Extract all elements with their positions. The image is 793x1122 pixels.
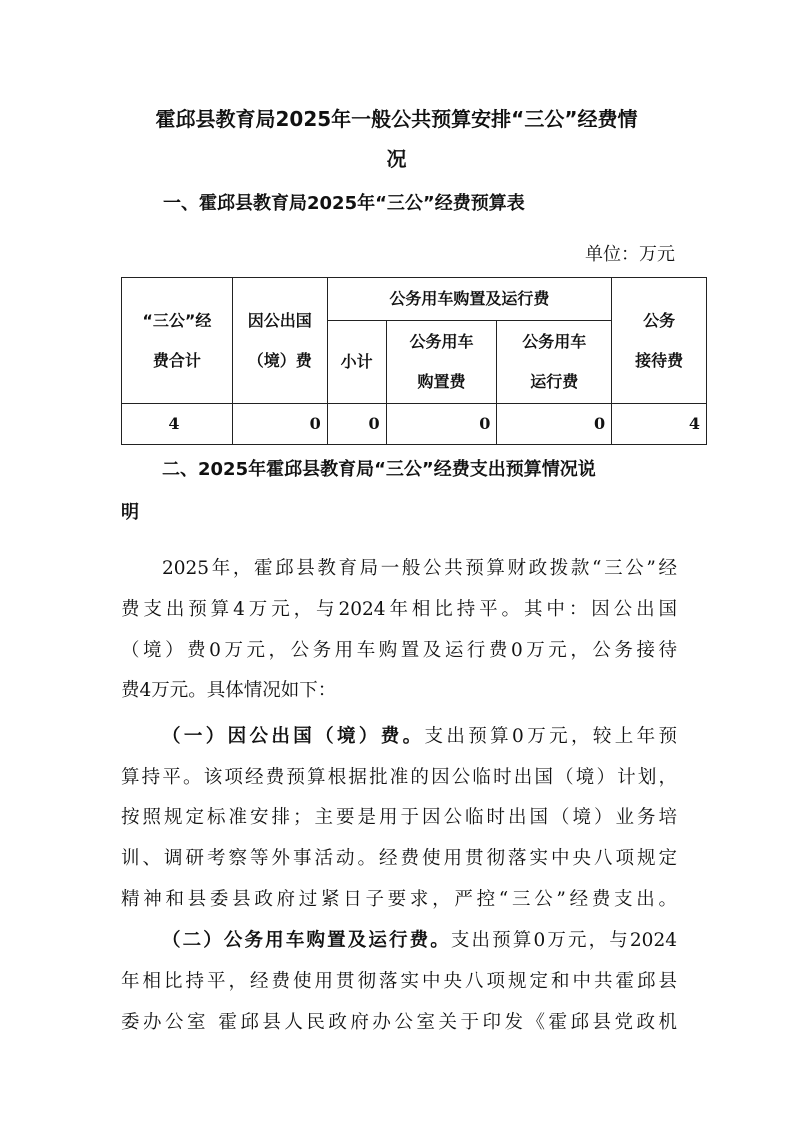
document-title-line1: 霍邱县教育局2025年一般公共预算安排“三公”经费情 bbox=[155, 107, 638, 131]
intro-line: 2025年，霍邱县教育局一般公共预算财政拨款“三公”经 bbox=[162, 558, 677, 579]
section2-heading-line1: 二、2025年霍邱县教育局“三公”经费支出预算情况说 bbox=[162, 459, 596, 480]
table-row bbox=[122, 404, 707, 445]
header-subtotal: 小计 bbox=[327, 321, 386, 404]
budget-table bbox=[121, 277, 707, 445]
header-reception: 公务 接待费 bbox=[612, 278, 707, 404]
item1-line: 精神和县委县政府过紧日子要求，严控“三公”经费支出。 bbox=[121, 889, 677, 910]
item2-line: 年相比持平，经费使用贯彻落实中央八项规定和中共霍邱县 bbox=[121, 971, 677, 992]
unit-label: 单位：万元 bbox=[585, 244, 675, 265]
header-total: “三公”经 费合计 bbox=[122, 278, 233, 404]
section1-heading: 一、霍邱县教育局2025年“三公”经费预算表 bbox=[163, 193, 525, 214]
item2-line: （二）公务用车购置及运行费。支出预算0万元，与2024 bbox=[162, 930, 677, 951]
intro-line: 费4万元。具体情况如下： bbox=[121, 680, 337, 701]
cell-reception: 4 bbox=[612, 404, 707, 445]
header-operation: 公务用车 运行费 bbox=[497, 321, 612, 404]
intro-line: （境）费0万元，公务用车购置及运行费0万元，公务接待 bbox=[121, 640, 677, 661]
item1-line: （一）因公出国（境）费。支出预算0万元，较上年预 bbox=[162, 726, 677, 747]
item2-line: 委办公室 霍邱县人民政府办公室关于印发《霍邱县党政机 bbox=[121, 1012, 677, 1033]
header-purchase: 公务用车 购置费 bbox=[386, 321, 497, 404]
header-vehicle-group: 公务用车购置及运行费 bbox=[327, 278, 611, 321]
item1-line: 按照规定标准安排；主要是用于因公临时出国（境）业务培 bbox=[121, 807, 677, 828]
item2-label: （二）公务用车购置及运行费。 bbox=[162, 930, 451, 951]
intro-line: 费支出预算4万元，与2024年相比持平。其中：因公出国 bbox=[121, 599, 677, 620]
cell-abroad: 0 bbox=[232, 404, 327, 445]
cell-operation: 0 bbox=[497, 404, 612, 445]
cell-subtotal: 0 bbox=[327, 404, 386, 445]
item1-line: 算持平。该项经费预算根据批准的因公临时出国（境）计划， bbox=[121, 767, 677, 788]
item1-line: 训、调研考察等外事活动。经费使用贯彻落实中央八项规定 bbox=[121, 848, 677, 869]
cell-total: 4 bbox=[122, 404, 233, 445]
document-title-line2: 况 bbox=[386, 147, 407, 171]
header-abroad: 因公出国 （境）费 bbox=[232, 278, 327, 404]
cell-purchase: 0 bbox=[386, 404, 497, 445]
item1-label: （一）因公出国（境）费。 bbox=[162, 726, 425, 747]
section2-heading-line2: 明 bbox=[121, 502, 139, 523]
